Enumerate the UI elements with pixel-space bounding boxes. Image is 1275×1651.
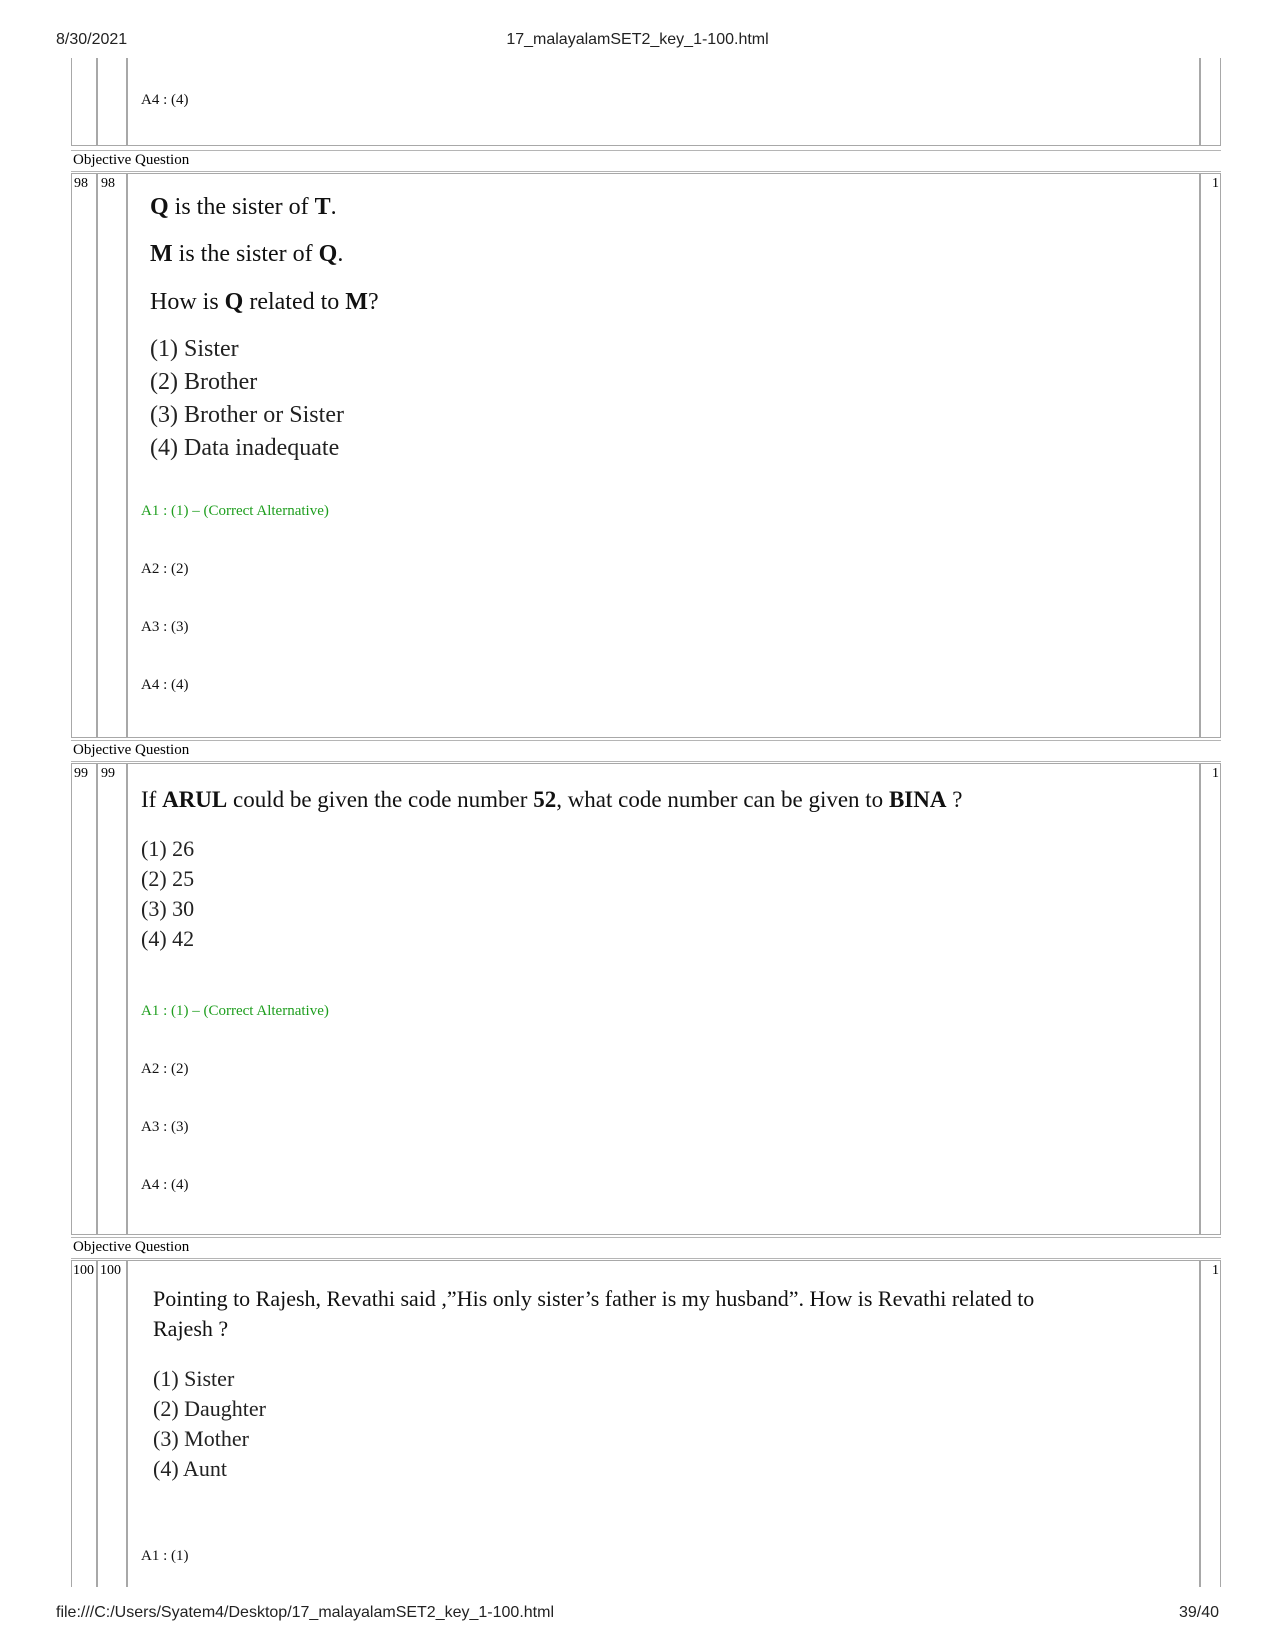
q99-num-cell-2 [97,763,127,1235]
q99-option-4: (4) 42 [141,926,195,951]
top-content-cell [127,58,1200,146]
separator [71,150,1221,151]
q100-option-1: (1) Sister [153,1366,235,1391]
question-type-label: Objective Question [73,152,190,168]
q100-number: 100 [100,1263,121,1278]
q99-answer-1-correct: A1 : (1) – (Correct Alternative) [141,1003,329,1019]
q98-stem-line-2: M is the sister of Q. [150,241,344,267]
q99-serial: 99 [74,766,88,781]
q98-num-cell-2 [97,173,127,738]
q99-mark-cell [1200,763,1221,1235]
q98-option-2: (2) Brother [150,369,258,395]
top-cell-1 [71,58,97,146]
separator [71,1237,1221,1238]
top-answer-4: A4 : (4) [141,92,189,108]
q98-mark-cell [1200,173,1221,738]
q99-content-cell [127,763,1200,1235]
separator [71,1258,1221,1259]
q100-num-cell-2 [97,1260,127,1587]
q98-stem-line-3: How is Q related to M? [150,289,379,315]
q99-option-1: (1) 26 [141,836,195,861]
q98-option-3: (3) Brother or Sister [150,402,344,428]
print-file-path: file:///C:/Users/Syatem4/Desktop/17_malayalamSET2_key_1-100.html [56,1604,554,1621]
q98-option-4: (4) Data inadequate [150,435,340,461]
q100-mark-cell [1200,1260,1221,1587]
q100-option-2: (2) Daughter [153,1396,267,1421]
q98-number: 98 [101,176,115,191]
q99-answer-4: A4 : (4) [141,1177,189,1193]
q98-option-1: (1) Sister [150,336,239,362]
q100-stem-line-1: Pointing to Rajesh, Revathi said ,”His only sister’s father is my husband”. How is Revathi related to [153,1286,1035,1311]
q98-answer-4: A4 : (4) [141,677,189,693]
q98-serial: 98 [74,176,88,191]
print-date: 8/30/2021 [56,31,128,48]
separator [71,171,1221,172]
question-type-label: Objective Question [73,1239,190,1255]
q100-num-cell-1 [71,1260,97,1587]
q100-option-3: (3) Mother [153,1426,249,1451]
q99-stem: If ARUL could be given the code number 52, what code number can be given to BINA ? [141,787,963,812]
q100-mark: 1 [1212,1263,1219,1278]
separator [71,740,1221,741]
q98-stem-line-1: Q is the sister of T. [150,194,337,220]
q100-serial: 100 [73,1263,94,1278]
q100-stem-line-2: Rajesh ? [153,1316,229,1341]
q98-num-cell-1 [71,173,97,738]
q99-number: 99 [101,766,115,781]
q98-answer-3: A3 : (3) [141,619,189,635]
separator [71,761,1221,762]
q98-answer-2: A2 : (2) [141,561,189,577]
top-mark-cell [1200,58,1221,146]
q99-option-2: (2) 25 [141,866,195,891]
top-cell-2 [97,58,127,146]
q100-option-4: (4) Aunt [153,1456,227,1481]
q98-answer-1-correct: A1 : (1) – (Correct Alternative) [141,503,329,519]
q99-num-cell-1 [71,763,97,1235]
q100-answer-1: A1 : (1) [141,1548,189,1564]
q99-mark: 1 [1212,766,1219,781]
question-type-label: Objective Question [73,742,190,758]
q99-option-3: (3) 30 [141,896,195,921]
print-title: 17_malayalamSET2_key_1-100.html [506,31,769,48]
q98-mark: 1 [1212,176,1219,191]
q99-answer-3: A3 : (3) [141,1119,189,1135]
print-page-number: 39/40 [1178,1604,1219,1621]
q99-answer-2: A2 : (2) [141,1061,189,1077]
